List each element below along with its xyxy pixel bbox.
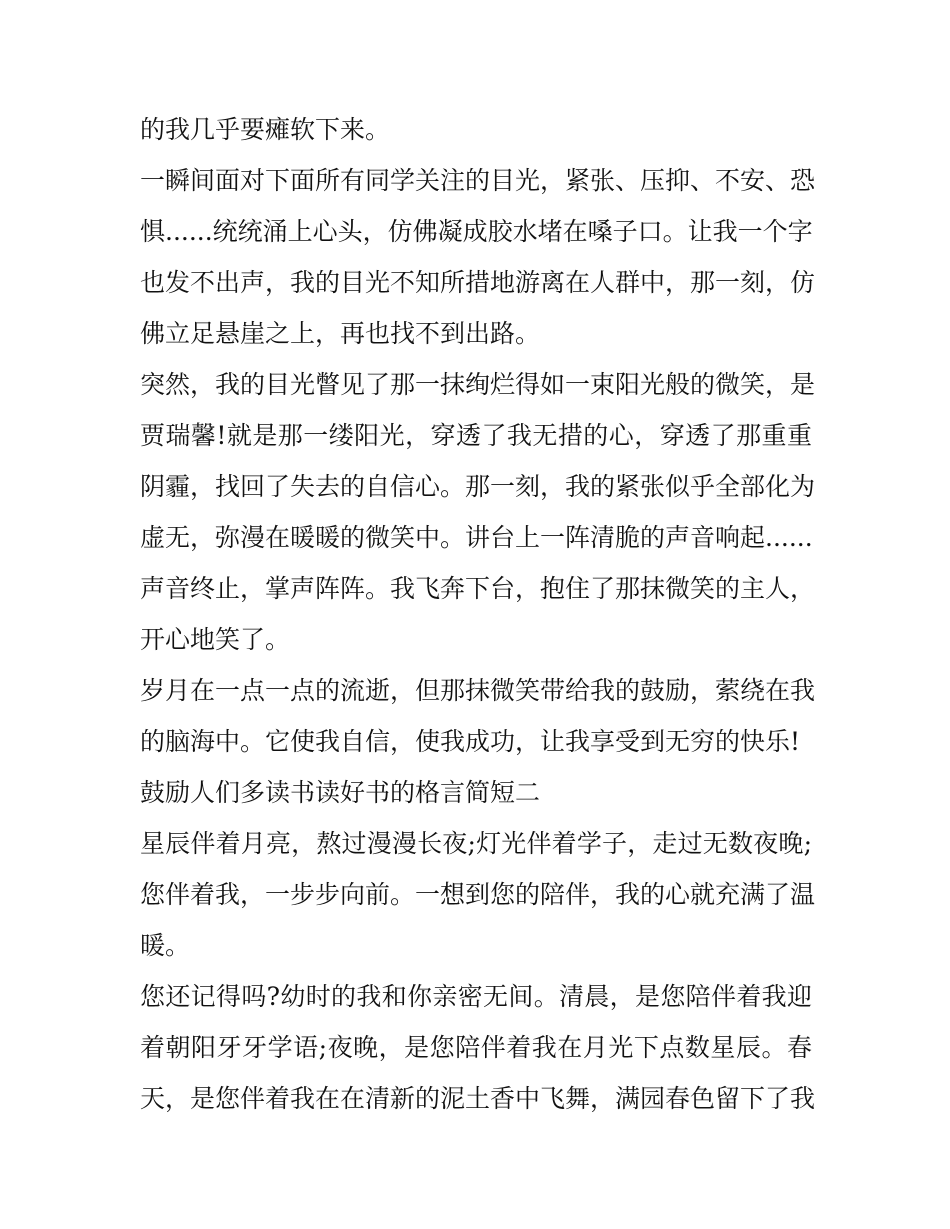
text-line: 惧......统统涌上心头，仿佛凝成胶水堵在嗓子口。让我一个字 [140, 217, 813, 246]
document-body [140, 108, 816, 1128]
text-line: 开心地笑了。 [140, 625, 291, 654]
text-line: 的脑海中。它使我自信，使我成功，让我享受到无穷的快乐! [140, 727, 801, 756]
text-line: 一瞬间面对下面所有同学关注的目光，紧张、压抑、不安、恐 [140, 166, 816, 195]
text-line: 也发不出声，我的目光不知所措地游离在人群中，那一刻，仿 [140, 268, 816, 297]
text-line: 天，是您伴着我在在清新的泥土香中飞舞，满园春色留下了我 [140, 1084, 816, 1113]
text-line: 突然，我的目光瞥见了那一抹绚烂得如一束阳光般的微笑，是 [140, 370, 816, 399]
text-line: 佛立足悬崖之上，再也找不到出路。 [140, 319, 541, 348]
text-line: 您伴着我，一步步向前。一想到您的陪伴，我的心就充满了温 [140, 880, 816, 909]
text-line: 星辰伴着月亮，熬过漫漫长夜;灯光伴着学子，走过无数夜晚; [140, 829, 812, 858]
text-line: 阴霾，找回了失去的自信心。那一刻，我的紧张似乎全部化为 [140, 472, 816, 501]
text-line: 声音终止，掌声阵阵。我飞奔下台，抱住了那抹微笑的主人， [140, 574, 816, 603]
text-line: 贾瑞馨!就是那一缕阳光，穿透了我无措的心，穿透了那重重 [140, 421, 812, 450]
text-line: 的我几乎要瘫软下来。 [140, 115, 391, 144]
text-line: 岁月在一点一点的流逝，但那抹微笑带给我的鼓励，萦绕在我 [140, 676, 816, 705]
text-line: 虚无，弥漫在暖暖的微笑中。讲台上一阵清脆的声音响起...... [140, 523, 813, 552]
text-line: 您还记得吗?幼时的我和你亲密无间。清晨，是您陪伴着我迎 [140, 982, 812, 1011]
section-heading: 鼓励人们多读书读好书的格言简短二 [140, 778, 541, 807]
text-line: 暖。 [140, 931, 191, 960]
text-line: 着朝阳牙牙学语;夜晚，是您陪伴着我在月光下点数星辰。春 [140, 1033, 812, 1062]
